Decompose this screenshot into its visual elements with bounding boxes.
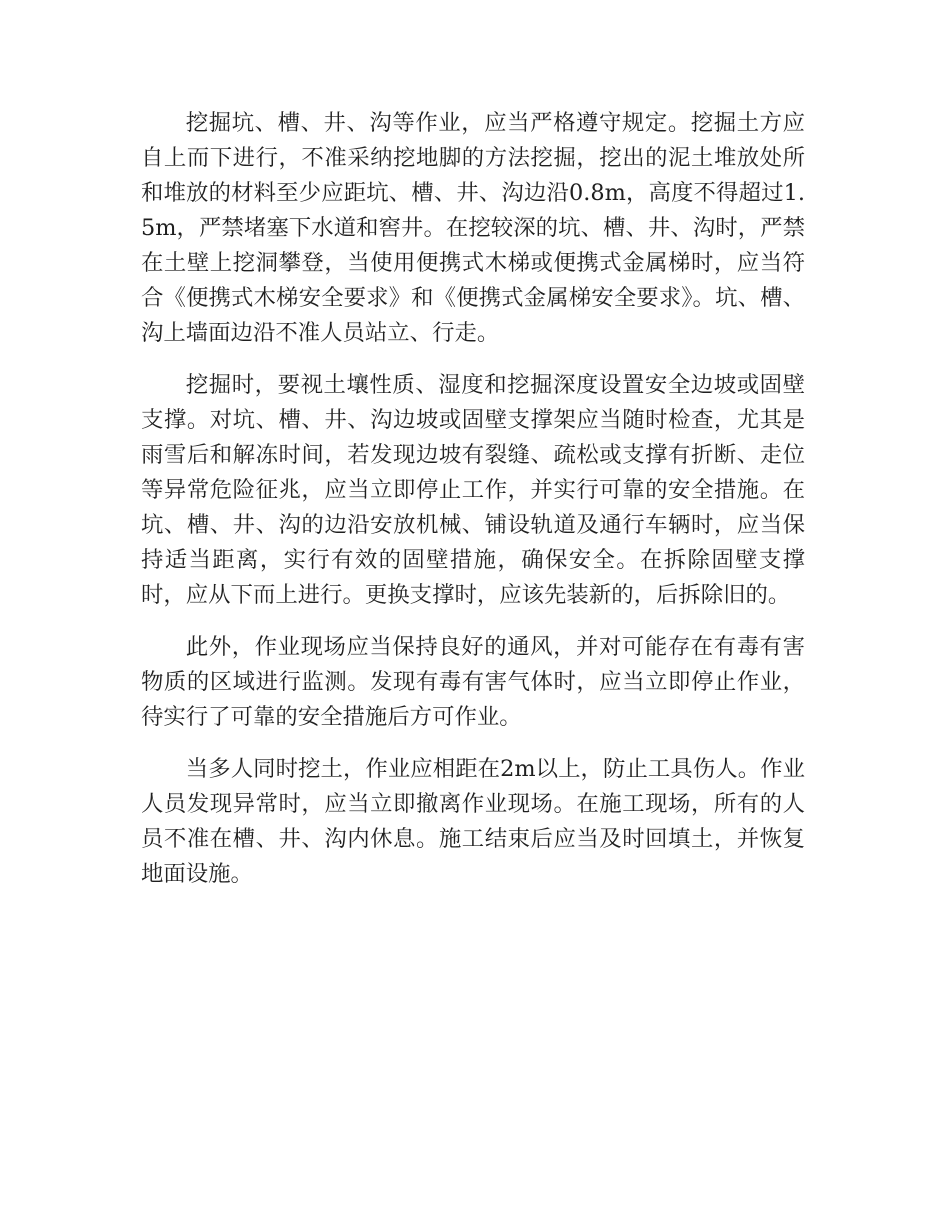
paragraph-group-digging: 当多人同时挖土，作业应相距在2m以上，防止工具伤人。作业人员发现异常时，应当立即撤离作业现场。在施工现场，所有的人员不准在槽、井、沟内休息。施工结束后应当及时回填土，并恢复地面设施。 xyxy=(141,756,805,887)
paragraph-slope-support: 挖掘时，要视土壤性质、湿度和挖掘深度设置安全边坡或固壁支撑。对坑、槽、井、沟边坡或固壁支撑架应当随时检查，尤其是雨雪后和解冻时间，若发现边坡有裂缝、疏松或支撑有折断、走位等异常危险征兆，应当立即停止工作，并实行可靠的安全措施。在坑、槽、井、沟的边沿安放机械、铺设轨道及通行车辆时，应当保持适当距离，实行有效的固壁措施，确保安全。在拆除固壁支撑时，应从下而上进行。更换支撑时，应该先装新的，后拆除旧的。 xyxy=(141,372,805,608)
paragraph-ventilation: 此外，作业现场应当保持良好的通风，并对可能存在有毒有害物质的区域进行监测。发现有毒有害气体时，应当立即停止作业，待实行了可靠的安全措施后方可作业。 xyxy=(141,634,805,730)
paragraph-excavation-rules: 挖掘坑、槽、井、沟等作业，应当严格遵守规定。挖掘土方应自上而下进行，不准采纳挖地脚的方法挖掘，挖出的泥土堆放处所和堆放的材料至少应距坑、槽、井、沟边沿0.8m，高度不得超过1.5m，严禁堵塞下水道和窖井。在挖较深的坑、槽、井、沟时，严禁在土壁上挖洞攀登，当使用便携式木梯或便携式金属梯时，应当符合《便携式木梯安全要求》和《便携式金属梯安全要求》。坑、槽、沟上墙面边沿不准人员站立、行走。 xyxy=(141,110,805,346)
document-body xyxy=(141,106,805,909)
